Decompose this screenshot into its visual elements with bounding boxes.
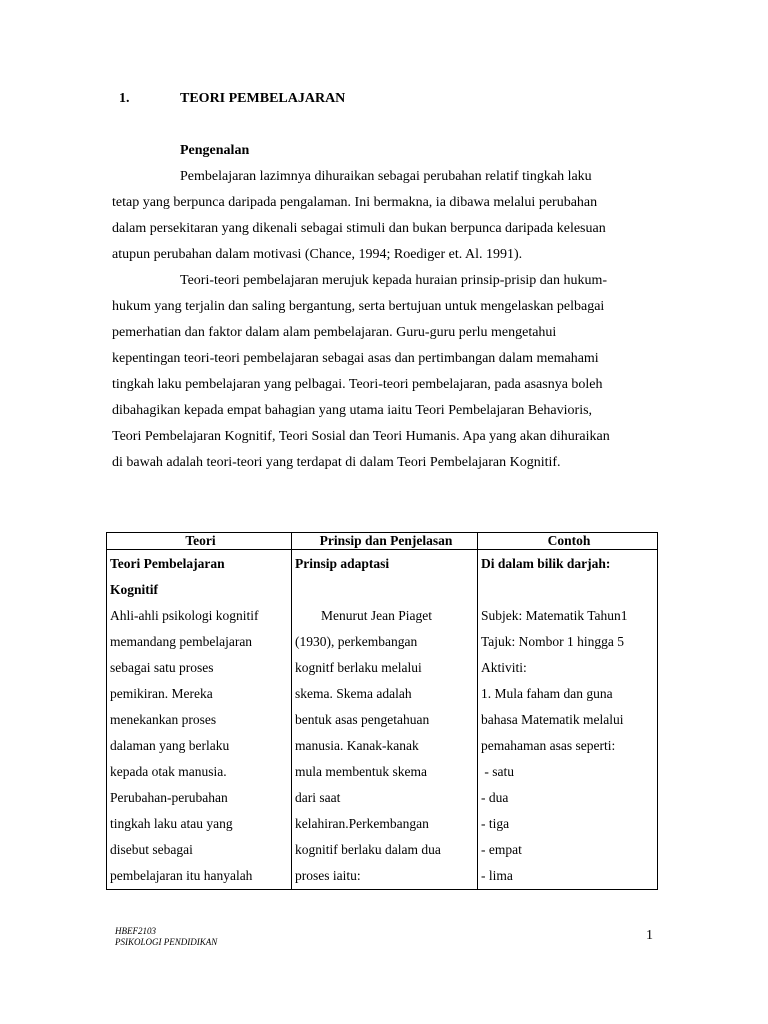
paragraph-line: kepentingan teori-teori pembelajaran sebagai asas dan pertimbangan dalam memahami	[112, 351, 599, 366]
cell-line: - satu	[481, 764, 514, 779]
paragraph-line: tetap yang berpunca daripada pengalaman. Ini bermakna, ia dibawa melalui perubahan	[112, 195, 598, 210]
footer-course-name: PSIKOLOGI PENDIDIKAN	[115, 937, 218, 947]
cell-line: Subjek: Matematik Tahun1	[481, 608, 628, 623]
theory-table	[106, 532, 658, 890]
section-title: Pengenalan	[180, 143, 250, 158]
footer-course-code: HBEF2103	[115, 926, 156, 936]
cell-line: - tiga	[481, 816, 510, 831]
paragraph-line: Teori Pembelajaran Kognitif, Teori Sosial dan Teori Humanis. Apa yang akan dihuraikan	[112, 429, 610, 444]
cell-line-blank	[481, 577, 657, 603]
cell-line: dalaman yang berlaku	[110, 738, 230, 753]
paragraph-line: dalam persekitaran yang dikenali sebagai stimuli dan bukan berpunca daripada kelesuan	[112, 221, 606, 236]
cell-line: menekankan proses	[110, 712, 217, 727]
cell-line: disebut sebagai	[110, 842, 193, 857]
cell-line: Di dalam bilik darjah:	[481, 556, 611, 571]
cell-line: sebagai satu proses	[110, 660, 214, 675]
cell-line: kepada otak manusia.	[110, 764, 227, 779]
cell-line: bahasa Matematik melalui	[481, 712, 624, 727]
table-header-row	[107, 533, 658, 550]
paragraph-line: di bawah adalah teori-teori yang terdapat di dalam Teori Pembelajaran Kognitif.	[112, 455, 561, 470]
cell-line: bentuk asas pengetahuan	[295, 712, 430, 727]
cell-line: - empat	[481, 842, 522, 857]
paragraph-line: Teori-teori pembelajaran merujuk kepada huraian prinsip-prisip dan hukum-	[180, 273, 608, 288]
paragraph-line: dibahagikan kepada empat bahagian yang utama iaitu Teori Pembelajaran Behavioris,	[112, 403, 593, 418]
contoh-cell	[478, 550, 658, 890]
cell-line: Teori Pembelajaran	[110, 556, 225, 571]
cell-line: kognitif berlaku dalam dua	[295, 842, 441, 857]
paragraph-line: atupun perubahan dalam motivasi (Chance, 1994; Roediger et. Al. 1991).	[112, 247, 523, 262]
cell-line: tingkah laku atau yang	[110, 816, 233, 831]
cell-line-blank	[295, 577, 477, 603]
paragraph-line: tingkah laku pembelajaran yang pelbagai. Teori-teori pembelajaran, pada asasnya boleh	[112, 377, 603, 392]
table-row	[107, 550, 658, 890]
teori-cell	[107, 550, 292, 890]
table-header-prinsip: Prinsip dan Penjelasan	[292, 533, 478, 550]
heading-title: TEORI PEMBELAJARAN	[180, 91, 346, 106]
cell-line: skema. Skema adalah	[295, 686, 412, 701]
table-header-teori: Teori	[107, 533, 292, 550]
cell-line: Perubahan-perubahan	[110, 790, 228, 805]
cell-line: kelahiran.Perkembangan	[295, 816, 429, 831]
cell-line: dari saat	[295, 790, 341, 805]
page-number: 1	[646, 928, 653, 943]
cell-line: Menurut Jean Piaget	[321, 608, 432, 623]
cell-line: 1. Mula faham dan guna	[481, 686, 613, 701]
cell-line: Ahli-ahli psikologi kognitif	[110, 608, 259, 623]
cell-line: pembelajaran itu hanyalah	[110, 868, 253, 883]
paragraph-line: hukum yang terjalin dan saling bergantung, serta bertujuan untuk mengelaskan pelbagai	[112, 299, 605, 314]
cell-line: kognitf berlaku melalui	[295, 660, 422, 675]
cell-line: Aktiviti:	[481, 660, 527, 675]
paragraph-line: Pembelajaran lazimnya dihuraikan sebagai perubahan relatif tingkah laku	[180, 169, 592, 184]
cell-line: Kognitif	[110, 582, 159, 597]
heading-number: 1.	[119, 91, 130, 106]
cell-line: - lima	[481, 868, 513, 883]
table-header-contoh: Contoh	[478, 533, 658, 550]
cell-line: pemahaman asas seperti:	[481, 738, 616, 753]
cell-line: - dua	[481, 790, 509, 805]
cell-line: mula membentuk skema	[295, 764, 427, 779]
cell-line: manusia. Kanak-kanak	[295, 738, 419, 753]
cell-line: proses iaitu:	[295, 868, 361, 883]
cell-line: (1930), perkembangan	[295, 634, 418, 649]
prinsip-cell	[292, 550, 478, 890]
cell-line: pemikiran. Mereka	[110, 686, 213, 701]
cell-line: memandang pembelajaran	[110, 634, 253, 649]
cell-line: Tajuk: Nombor 1 hingga 5	[481, 634, 625, 649]
paragraph-line: pemerhatian dan faktor dalam alam pembelajaran. Guru-guru perlu mengetahui	[112, 325, 557, 340]
cell-line: Prinsip adaptasi	[295, 556, 390, 571]
